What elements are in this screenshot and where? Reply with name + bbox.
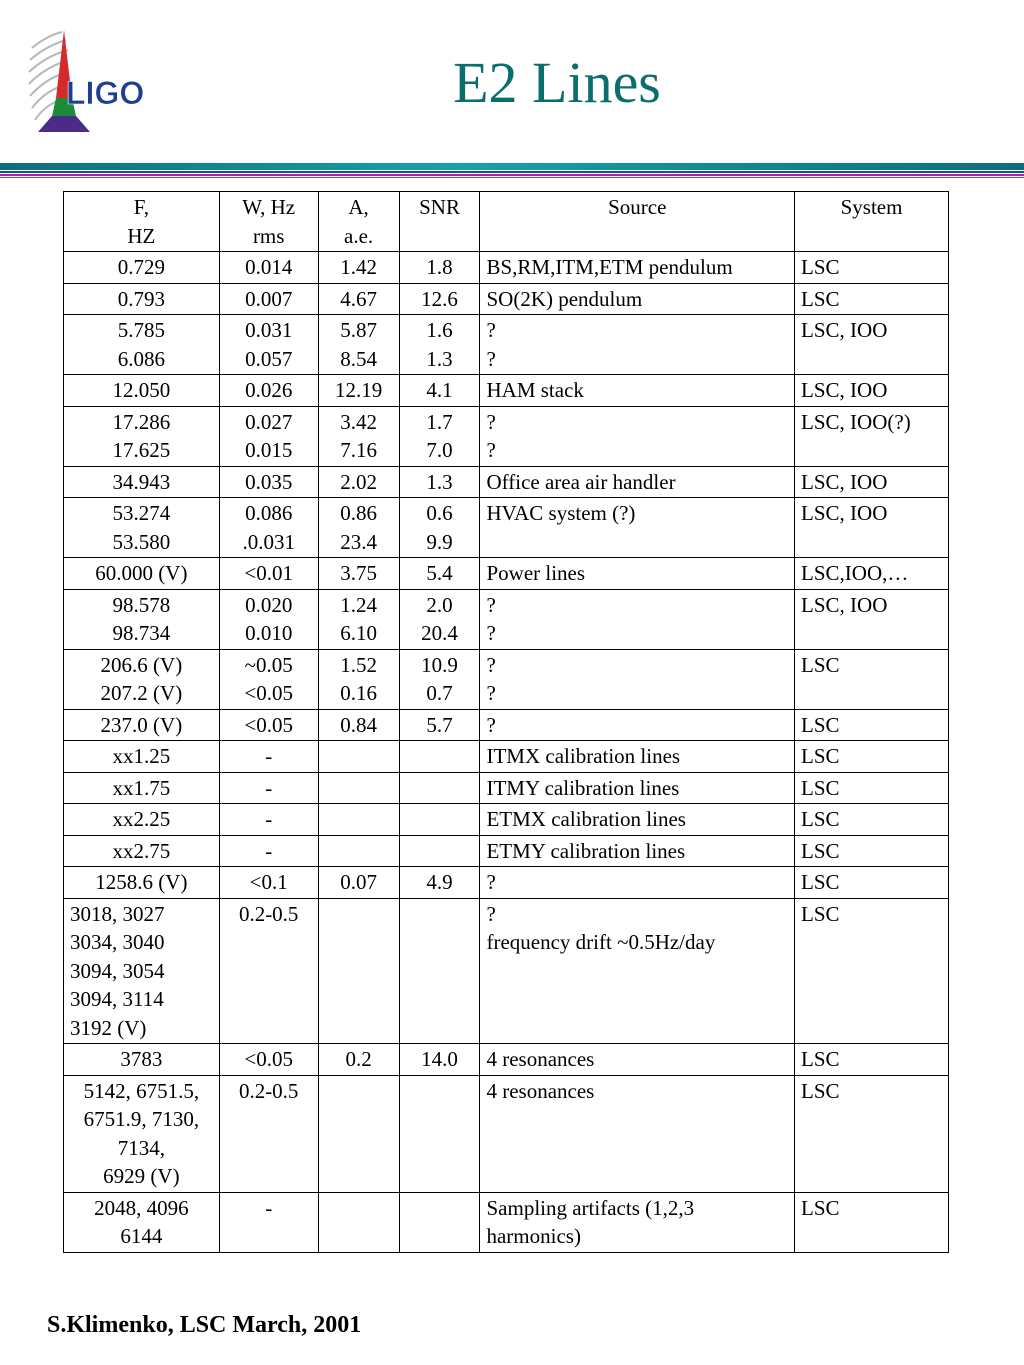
cell-w: - (219, 835, 318, 867)
cell-w: 0.027 0.015 (219, 406, 318, 466)
lines-table (63, 191, 949, 1253)
cell-f: xx1.25 (64, 741, 220, 773)
cell-a (318, 772, 399, 804)
cell-system: LSC, IOO(?) (795, 406, 949, 466)
cell-f: 34.943 (64, 466, 220, 498)
header-width: W, Hz rms (219, 192, 318, 252)
cell-a: 3.75 (318, 558, 399, 590)
cell-w: <0.05 (219, 1044, 318, 1076)
cell-system: LSC,IOO,… (795, 558, 949, 590)
cell-system: LSC (795, 835, 949, 867)
table-row (64, 375, 949, 407)
cell-w: - (219, 741, 318, 773)
cell-w: <0.01 (219, 558, 318, 590)
cell-system: LSC (795, 1192, 949, 1252)
cell-source: ? ? (480, 315, 795, 375)
cell-snr: 10.9 0.7 (399, 649, 480, 709)
table-row (64, 898, 949, 1044)
cell-a: 4.67 (318, 283, 399, 315)
cell-a: 1.42 (318, 252, 399, 284)
table-row (64, 649, 949, 709)
cell-a: 0.86 23.4 (318, 498, 399, 558)
header-system: System (795, 192, 949, 252)
cell-system: LSC (795, 867, 949, 899)
cell-source: Office area air handler (480, 466, 795, 498)
cell-source: HAM stack (480, 375, 795, 407)
cell-f: 60.000 (V) (64, 558, 220, 590)
cell-snr: 2.0 20.4 (399, 589, 480, 649)
cell-a (318, 741, 399, 773)
header-rule-purple (0, 177, 1024, 178)
cell-source: ? (480, 867, 795, 899)
cell-source: ? ? (480, 649, 795, 709)
cell-f: xx2.25 (64, 804, 220, 836)
header-frequency: F, HZ (64, 192, 220, 252)
cell-snr: 12.6 (399, 283, 480, 315)
cell-source: SO(2K) pendulum (480, 283, 795, 315)
cell-system: LSC (795, 898, 949, 1044)
cell-w: - (219, 772, 318, 804)
cell-a: 1.24 6.10 (318, 589, 399, 649)
cell-system: LSC, IOO (795, 315, 949, 375)
cell-system: LSC (795, 252, 949, 284)
table-row (64, 835, 949, 867)
cell-source: ETMY calibration lines (480, 835, 795, 867)
cell-a (318, 898, 399, 1044)
cell-snr: 4.1 (399, 375, 480, 407)
cell-source: 4 resonances (480, 1075, 795, 1192)
cell-snr: 4.9 (399, 867, 480, 899)
footer-credit: S.Klimenko, LSC March, 2001 (47, 1312, 362, 1338)
cell-f: 17.286 17.625 (64, 406, 220, 466)
cell-snr: 1.3 (399, 466, 480, 498)
header-amplitude: A, a.e. (318, 192, 399, 252)
cell-system: LSC (795, 804, 949, 836)
cell-snr: 14.0 (399, 1044, 480, 1076)
header-rule-magenta (0, 174, 1024, 176)
cell-snr: 1.7 7.0 (399, 406, 480, 466)
table-header-row (64, 192, 949, 252)
cell-f: 98.578 98.734 (64, 589, 220, 649)
cell-f: 12.050 (64, 375, 220, 407)
cell-source: ETMX calibration lines (480, 804, 795, 836)
cell-system: LSC, IOO (795, 375, 949, 407)
table-row (64, 283, 949, 315)
cell-w: 0.026 (219, 375, 318, 407)
cell-source: ? (480, 709, 795, 741)
cell-snr: 5.4 (399, 558, 480, 590)
cell-f: 2048, 4096 6144 (64, 1192, 220, 1252)
cell-system: LSC, IOO (795, 498, 949, 558)
cell-w: - (219, 804, 318, 836)
cell-system: LSC (795, 741, 949, 773)
cell-source: ? frequency drift ~0.5Hz/day (480, 898, 795, 1044)
cell-source: ? ? (480, 589, 795, 649)
cell-source: BS,RM,ITM,ETM pendulum (480, 252, 795, 284)
table-row (64, 252, 949, 284)
cell-f: 5142, 6751.5, 6751.9, 7130, 7134, 6929 (V) (64, 1075, 220, 1192)
cell-source: Sampling artifacts (1,2,3 harmonics) (480, 1192, 795, 1252)
table-row (64, 1192, 949, 1252)
cell-system: LSC (795, 772, 949, 804)
cell-snr (399, 1075, 480, 1192)
cell-a: 1.52 0.16 (318, 649, 399, 709)
cell-f: 0.729 (64, 252, 220, 284)
cell-w: 0.086 .0.031 (219, 498, 318, 558)
cell-source: Power lines (480, 558, 795, 590)
cell-source: HVAC system (?) (480, 498, 795, 558)
cell-snr: 1.8 (399, 252, 480, 284)
cell-a (318, 1075, 399, 1192)
table-body (64, 252, 949, 1253)
cell-system: LSC (795, 649, 949, 709)
cell-system: LSC (795, 709, 949, 741)
cell-snr: 1.6 1.3 (399, 315, 480, 375)
cell-f: 53.274 53.580 (64, 498, 220, 558)
cell-w: <0.05 (219, 709, 318, 741)
cell-w: 0.014 (219, 252, 318, 284)
cell-a: 3.42 7.16 (318, 406, 399, 466)
table-row (64, 1075, 949, 1192)
cell-system: LSC (795, 1075, 949, 1192)
cell-snr (399, 804, 480, 836)
header-snr: SNR (399, 192, 480, 252)
cell-snr (399, 835, 480, 867)
cell-f: 0.793 (64, 283, 220, 315)
cell-f: xx2.75 (64, 835, 220, 867)
cell-w: 0.020 0.010 (219, 589, 318, 649)
cell-w: 0.2-0.5 (219, 1075, 318, 1192)
cell-f: 237.0 (V) (64, 709, 220, 741)
cell-f: 206.6 (V) 207.2 (V) (64, 649, 220, 709)
cell-source: ITMX calibration lines (480, 741, 795, 773)
header-rule (0, 163, 1024, 170)
cell-w: 0.031 0.057 (219, 315, 318, 375)
table-row (64, 741, 949, 773)
cell-a (318, 804, 399, 836)
cell-f: 3783 (64, 1044, 220, 1076)
cell-snr: 5.7 (399, 709, 480, 741)
header-rule-blue (0, 171, 1024, 173)
table-row (64, 466, 949, 498)
cell-system: LSC, IOO (795, 589, 949, 649)
table-row (64, 1044, 949, 1076)
table-row (64, 772, 949, 804)
cell-a: 5.87 8.54 (318, 315, 399, 375)
table-row (64, 315, 949, 375)
cell-snr (399, 1192, 480, 1252)
table-row (64, 709, 949, 741)
cell-w: 0.2-0.5 (219, 898, 318, 1044)
cell-f: 1258.6 (V) (64, 867, 220, 899)
cell-a: 0.84 (318, 709, 399, 741)
cell-source: 4 resonances (480, 1044, 795, 1076)
cell-source: ITMY calibration lines (480, 772, 795, 804)
table-row (64, 558, 949, 590)
cell-w: ~0.05 <0.05 (219, 649, 318, 709)
cell-w: <0.1 (219, 867, 318, 899)
cell-a (318, 835, 399, 867)
cell-system: LSC, IOO (795, 466, 949, 498)
cell-snr (399, 898, 480, 1044)
header-source: Source (480, 192, 795, 252)
cell-w: - (219, 1192, 318, 1252)
cell-a: 0.07 (318, 867, 399, 899)
cell-system: LSC (795, 1044, 949, 1076)
cell-a: 2.02 (318, 466, 399, 498)
cell-a: 0.2 (318, 1044, 399, 1076)
cell-f: xx1.75 (64, 772, 220, 804)
cell-w: 0.007 (219, 283, 318, 315)
cell-system: LSC (795, 283, 949, 315)
table-row (64, 498, 949, 558)
slide-title: E2 Lines (453, 50, 661, 115)
cell-a (318, 1192, 399, 1252)
cell-source: ? ? (480, 406, 795, 466)
cell-snr (399, 741, 480, 773)
cell-snr (399, 772, 480, 804)
cell-w: 0.035 (219, 466, 318, 498)
cell-f: 5.785 6.086 (64, 315, 220, 375)
table-row (64, 589, 949, 649)
svg-text:LIGO: LIGO (66, 75, 145, 111)
cell-a: 12.19 (318, 375, 399, 407)
table-row (64, 406, 949, 466)
cell-f: 3018, 3027 3034, 3040 3094, 3054 3094, 3114 3192 (V) (64, 898, 220, 1044)
table-row (64, 867, 949, 899)
cell-snr: 0.6 9.9 (399, 498, 480, 558)
table-row (64, 804, 949, 836)
